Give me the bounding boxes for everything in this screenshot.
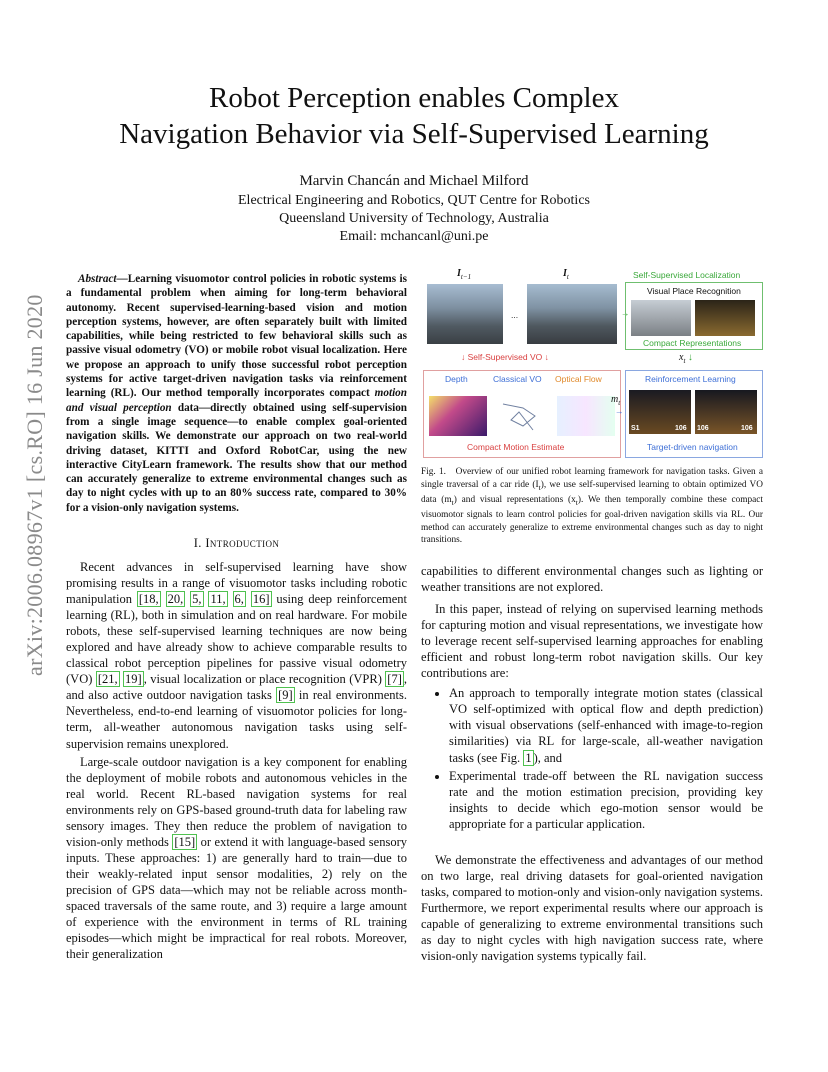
section-title: Introduction bbox=[205, 536, 280, 550]
caption-text-2: ), we use self-supervised learning to obtain optimized VO data (m bbox=[421, 479, 763, 505]
arrow-to-localization: → bbox=[621, 308, 630, 318]
right-paragraph-1: capabilities to different environmental changes such as lighting or weather transitions are not explored. bbox=[421, 564, 763, 595]
intro-paragraph-2 bbox=[66, 754, 407, 963]
title-line-2: Navigation Behavior via Self-Supervised Learning bbox=[119, 118, 709, 150]
tile-label: 106 bbox=[697, 425, 709, 432]
caption-sub: t bbox=[538, 482, 541, 492]
right-paragraph-2: In this paper, instead of relying on supervised learning methods for capturing motion and visual representations, we investigate how to leverage recent self-supervised learning approaches for enabling efficient and robust long-term robot navigation skills. Our key contributions are: bbox=[421, 602, 763, 681]
arxiv-stamp: arXiv:2006.08967v1 [cs.RO] 16 Jun 2020 bbox=[22, 294, 47, 676]
abstract-emphasis: motion and visual perception bbox=[66, 387, 407, 414]
caption-sub: t bbox=[575, 497, 578, 507]
vo-trajectory-image bbox=[493, 396, 551, 436]
caption-label: Fig. 1. bbox=[421, 467, 446, 477]
frame-cur-image bbox=[527, 284, 617, 344]
ssl-title: Self-Supervised Localization bbox=[633, 270, 741, 280]
tile-label: 106 bbox=[741, 425, 753, 432]
citation-link[interactable]: [21, bbox=[97, 672, 118, 687]
intro-p2-text-b: or extend it with language-based sensory inputs. These approaches: 1) are generally hard to train—due to their weakly-related input sensor modalities, 2) rely on the precision of GPS data—which may not be reliable across month-spaced traversals of the same route, and 3) require a large amount of experience with the environment in terms of RL training episodes—which might be impractical for real robots. Moreover, their generalization bbox=[66, 834, 407, 962]
section-heading-introduction bbox=[66, 536, 407, 551]
abstract bbox=[66, 272, 407, 515]
citation-link[interactable]: [18, bbox=[138, 592, 159, 607]
cme-label: Compact Motion Estimate bbox=[467, 442, 565, 452]
citation-link[interactable]: 20, bbox=[167, 592, 184, 607]
caption-text: Overview of our unified robot learning framework for navigation tasks. Given a single traversal of a car ride (I bbox=[421, 467, 763, 490]
caption-text-3: ) and visual representations (x bbox=[453, 494, 576, 505]
author-names: Marvin Chancán and Michael Milford bbox=[299, 173, 529, 189]
intro-p1-text-b: using deep reinforcement learning (RL), both in simulation and on real hardware. For mobile robots, these self-supervised learning techniques are now being explored and have already show to achieve comparable results to classical robot perception pipelines for passive visual odometry (VO) bbox=[66, 592, 408, 687]
intro-p1-text-d: , and also active outdoor navigation tasks bbox=[66, 672, 407, 703]
abstract-label: Abstract bbox=[78, 273, 117, 285]
caption-text-4: ). We then temporally combine these compact visuomotor signals to learn control policies for goal-driven navigation skills via RL. Our method can accurately generalize to extreme environmental changes such as day to night transitions. bbox=[421, 494, 763, 546]
citation-link[interactable]: [15] bbox=[174, 834, 196, 849]
figure-1 bbox=[421, 266, 763, 462]
frame-prev-image bbox=[427, 284, 503, 344]
author-email: Email: mchancanl@uni.pe bbox=[339, 229, 489, 244]
frame-cur-label: $I_t$ bbox=[563, 268, 569, 281]
classical-vo-label: Classical VO bbox=[493, 374, 542, 384]
paper-title bbox=[60, 80, 768, 152]
contribution-text: ), and bbox=[533, 750, 563, 765]
affiliation-1: Electrical Engineering and Robotics, QUT Centre for Robotics bbox=[238, 193, 590, 208]
abstract-text: —Learning visuomotor control policies in robotic systems is a fundamental problem when aiming for long-term behavioral autonomy. Recent supervised-learning-based vision and motion perception systems, however, are often separately built with limited capabilities, while being restricted to few behavioral skills such as passive visual odometry (VO) or mobile robot visual localization. Here we propose an approach to unify those successful robot perception systems for active target-driven navigation tasks via reinforcement learning (RL). Our method temporally incorporates compact bbox=[66, 273, 407, 400]
tile-label: 106 bbox=[675, 425, 687, 432]
optical-flow-image bbox=[557, 396, 615, 436]
vpr-label: Visual Place Recognition bbox=[647, 286, 741, 296]
intro-p1-text-a: Recent advances in self-supervised learning have show promising results in a range of visuomotor tasks including robotic manipulation bbox=[66, 560, 407, 607]
affiliation-2: Queensland University of Technology, Australia bbox=[279, 211, 549, 226]
optical-flow-label: Optical Flow bbox=[555, 374, 602, 384]
frame-prev-label: $I_{t-1}$ bbox=[457, 268, 472, 281]
abstract-text-2: data—directly obtained using self-supervision from a single image sequence—to enable complex goal-oriented navigation skills. We demonstrate our approach on two real-world driving dataset, KITTI and Oxford RobotCar, using the new interactive CityLearn framework. The results show that our method can accurately generalize to extreme environmental changes such as day to night cycles with up to an 80% success rate, compared to 30% for a vision-only navigation systems. bbox=[66, 401, 408, 514]
intro-paragraph-1 bbox=[66, 559, 407, 752]
right-paragraph-3: We demonstrate the effectiveness and advantages of our method on two large, real driving datasets for goal-oriented navigation tasks, compared to motion-only and vision-only navigation systems. Furthermore, we report experimental results where our approach is capable of generalizing to extreme environmental transitions such as day to night cycles with high navigation success rate, where vision-only navigation systems typically fail. bbox=[421, 853, 763, 964]
citation-link[interactable]: [9] bbox=[278, 688, 293, 703]
contribution-item-2: • Experimental trade-off between the RL navigation success rate and the motion estimation precision, providing key insights to decide which ego-motion sensor would be appropriate for a particular application. bbox=[449, 768, 763, 832]
tdn-label: Target-driven navigation bbox=[647, 442, 738, 452]
caption-sub: t bbox=[451, 497, 454, 507]
citation-link[interactable]: 6, bbox=[234, 592, 244, 607]
intro-p2-text-a: Large-scale outdoor navigation is a key component for enabling the deployment of mobile robots and autonomous vehicles in the real world. Recent RL-based navigation systems for real environments rely on GPS-based ground-truth data for labeling raw sensory images. They then reduce the problem of navigation to vision-only methods bbox=[66, 754, 407, 849]
vpr-day-image bbox=[631, 300, 691, 336]
citation-link[interactable]: 16] bbox=[252, 592, 270, 607]
mt-label: $m_t$ bbox=[611, 394, 621, 407]
tile-label: S1 bbox=[631, 425, 640, 432]
citation-link[interactable]: 5, bbox=[192, 592, 202, 607]
figure-caption bbox=[421, 466, 763, 547]
contribution-text: An approach to temporally integrate motion states (classical VO self-optimized with optical flow and depth prediction) with visual observations (self-enhanced with image-to-region similarities) via RL for large-scale, all-weather navigation tasks (see Fig. bbox=[449, 686, 763, 765]
right-paragraph-3-block bbox=[421, 852, 763, 964]
compact-rep-label: Compact Representations bbox=[643, 338, 742, 348]
citation-link[interactable]: 11, bbox=[210, 592, 226, 607]
title-line-1: Robot Perception enables Complex bbox=[209, 82, 619, 114]
intro-left-column bbox=[66, 559, 407, 962]
citation-link[interactable]: [7] bbox=[387, 672, 402, 687]
intro-right-column bbox=[421, 563, 763, 834]
vpr-night-image bbox=[695, 300, 755, 336]
contribution-item-1 bbox=[449, 685, 763, 765]
frames-ellipsis: ... bbox=[511, 310, 519, 320]
citation-link[interactable]: 19] bbox=[125, 672, 142, 687]
rl-label: Reinforcement Learning bbox=[645, 374, 736, 384]
figure-link[interactable]: 1 bbox=[525, 750, 532, 765]
depth-label: Depth bbox=[445, 374, 468, 384]
ssvo-label: ↓ Self-Supervised VO ↓ bbox=[461, 352, 549, 362]
depth-image bbox=[429, 396, 487, 436]
arrow-to-rl: → bbox=[615, 406, 624, 416]
author-block bbox=[60, 172, 768, 246]
trajectory-icon bbox=[493, 396, 551, 436]
section-number: I. bbox=[193, 536, 206, 550]
intro-p1-text-c: , visual localization or place recognition (VPR) bbox=[143, 672, 386, 687]
intro-p1-text-e: in real environments. Nevertheless, end-to-end learning of visuomotor policies for long-term, all-weather autonomous navigation tasks using self-supervision remains unexplored. bbox=[66, 688, 407, 751]
contribution-list bbox=[421, 685, 763, 831]
xt-label: $x_t$ ↓ bbox=[679, 352, 693, 365]
